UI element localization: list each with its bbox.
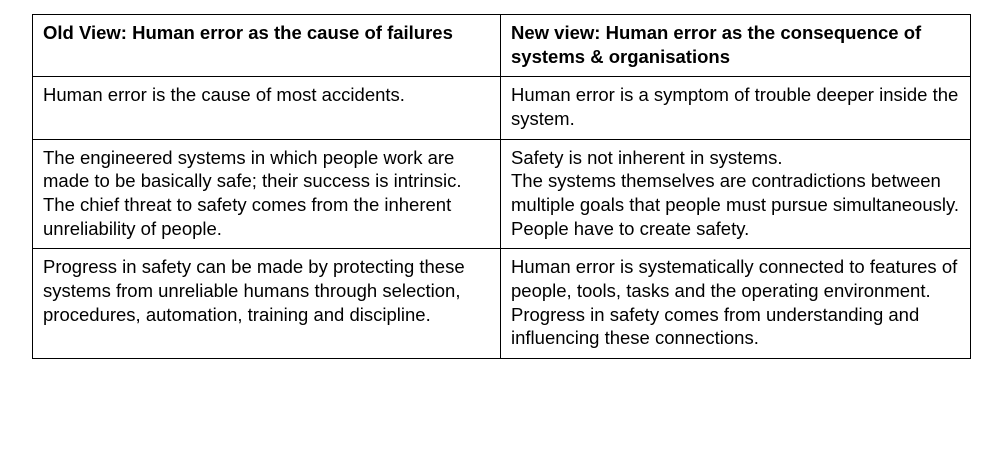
comparison-table-container <box>32 14 970 359</box>
comparison-table <box>32 14 971 359</box>
cell-new-view-1 <box>501 77 971 139</box>
cell-line: People have to create safety. <box>511 217 750 239</box>
cell-new-view-3 <box>501 249 971 359</box>
table-row <box>33 77 971 139</box>
cell-line: The systems themselves are contradictions between multiple goals that people must pursue simultaneously. <box>511 170 960 216</box>
cell-line: Progress in safety comes from understanding and influencing these connections. <box>511 303 920 349</box>
table-row <box>33 249 971 359</box>
column-header-new-view: New view: Human error as the consequence of systems & organisations <box>501 15 971 77</box>
cell-old-view-1 <box>33 77 501 139</box>
cell-line: Human error is systematically connected to features of people, tools, tasks and the operating environment. <box>511 256 958 302</box>
cell-old-view-2 <box>33 139 501 249</box>
cell-line: Human error is the cause of most accidents. <box>43 84 405 106</box>
table-row <box>33 139 971 249</box>
cell-line: The engineered systems in which people work are made to be basically safe; their success is intrinsic. The chief threat to safety comes from the inherent unreliability of people. <box>43 146 462 239</box>
cell-line: Progress in safety can be made by protecting these systems from unreliable humans through selection, procedures, automation, training and discipline. <box>43 256 465 325</box>
column-header-old-view: Old View: Human error as the cause of failures <box>33 15 501 77</box>
cell-line: Safety is not inherent in systems. <box>511 146 783 168</box>
table-header-row <box>33 15 971 77</box>
cell-new-view-2 <box>501 139 971 249</box>
cell-old-view-3 <box>33 249 501 359</box>
cell-line: Human error is a symptom of trouble deeper inside the system. <box>511 84 959 130</box>
